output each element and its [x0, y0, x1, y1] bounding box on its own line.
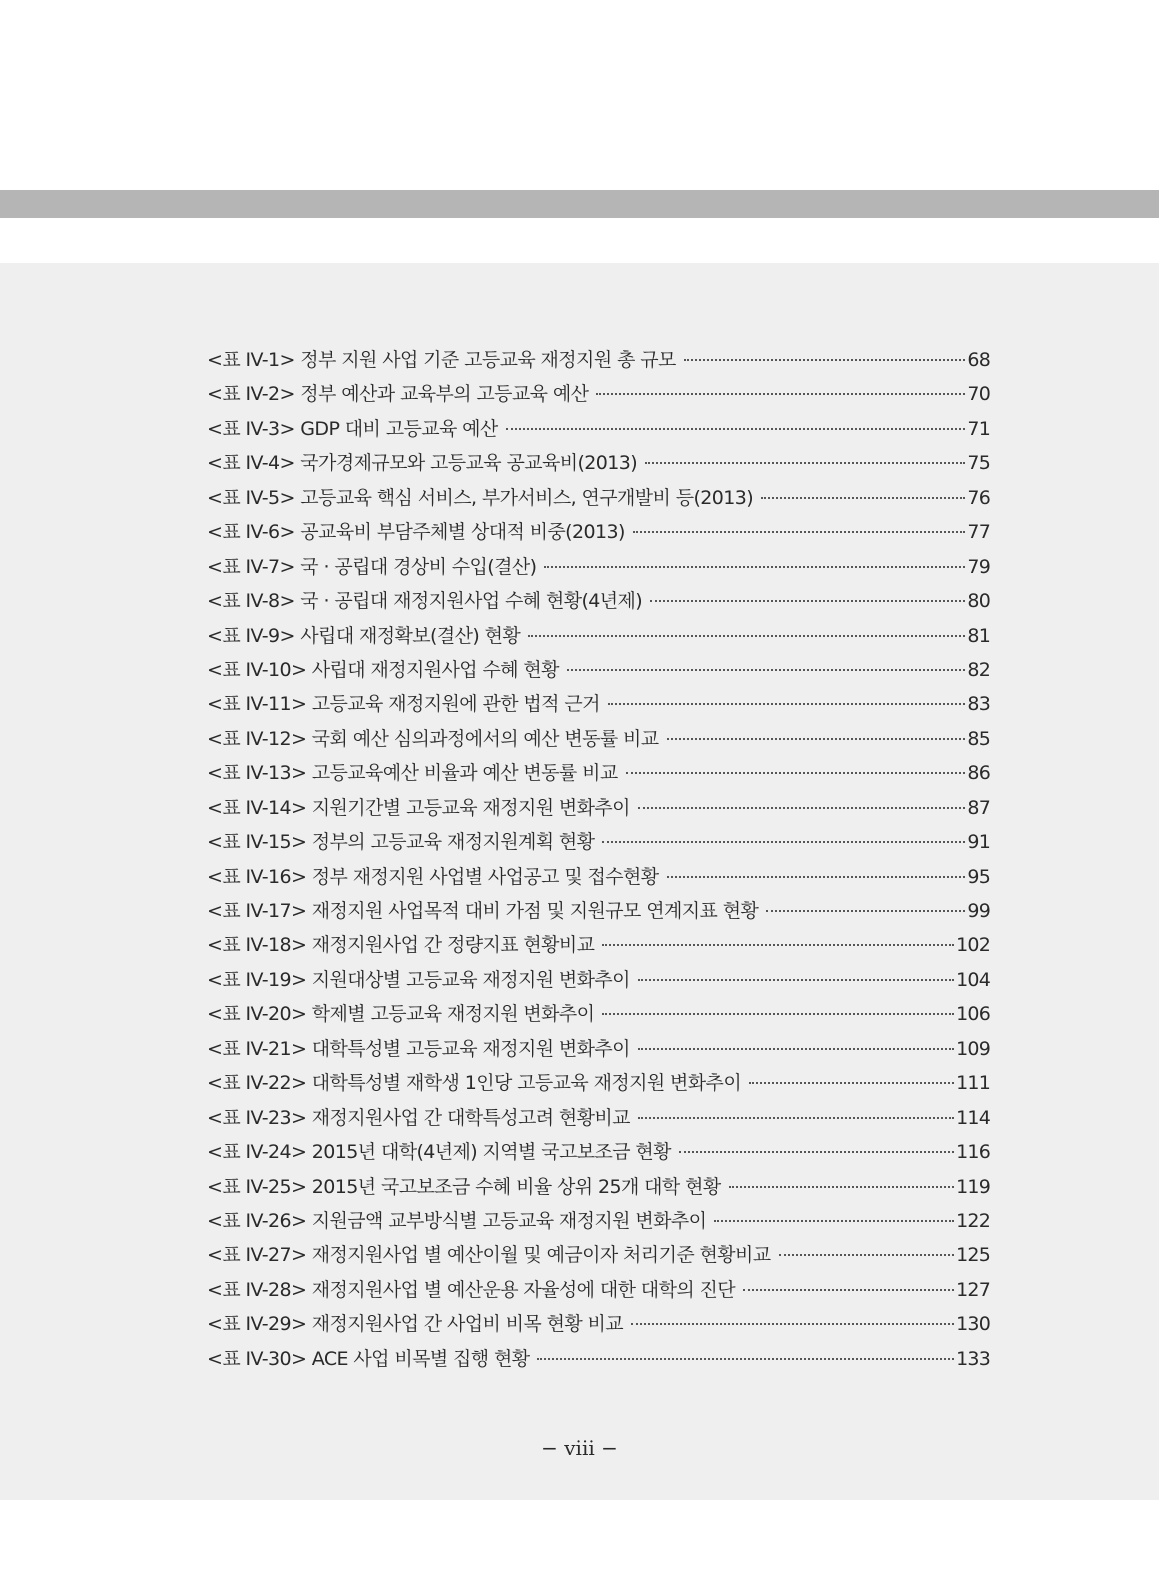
dot-leader: [506, 428, 966, 430]
toc-entry-title: <표 IV-21> 대학특성별 고등교육 재정지원 변화추이: [207, 1037, 630, 1060]
toc-entry[interactable]: [207, 1344, 990, 1378]
toc-entry-title: <표 IV-15> 정부의 고등교육 재정지원계획 현황: [207, 831, 595, 854]
toc-entry-title: <표 IV-18> 재정지원사업 간 정량지표 현황비교: [207, 934, 595, 957]
toc-entry[interactable]: [207, 1275, 990, 1309]
toc-entry-page: 122: [956, 1209, 990, 1232]
toc-entry-title: <표 IV-20> 학제별 고등교육 재정지원 변화추이: [207, 1003, 595, 1026]
dot-leader: [667, 876, 966, 878]
toc-entry-page: 82: [967, 658, 990, 681]
dot-leader: [645, 462, 965, 464]
toc-entry-page: 102: [956, 934, 990, 957]
toc-entry-page: 75: [967, 452, 990, 475]
toc-entry-page: 111: [956, 1072, 990, 1095]
toc-entry-page: 116: [956, 1141, 990, 1164]
toc-entry-title: <표 IV-8> 국 · 공립대 재정지원사업 수혜 현황(4년제): [207, 590, 643, 613]
toc-entry-title: <표 IV-19> 지원대상별 고등교육 재정지원 변화추이: [207, 968, 630, 991]
dot-leader: [766, 910, 965, 912]
toc-entry-page: 81: [967, 624, 990, 647]
toc-entry-title: <표 IV-22> 대학특성별 재학생 1인당 고등교육 재정지원 변화추이: [207, 1072, 742, 1095]
toc-entry-page: 133: [956, 1347, 990, 1370]
toc-entry-page: 80: [967, 590, 990, 613]
toc-entry-title: <표 IV-13> 고등교육예산 비율과 예산 변동률 비교: [207, 762, 618, 785]
page-number: − viii −: [541, 1436, 618, 1460]
toc-entry-title: <표 IV-12> 국회 예산 심의과정에서의 예산 변동률 비교: [207, 727, 659, 750]
toc-entry-title: <표 IV-11> 고등교육 재정지원에 관한 법적 근거: [207, 693, 600, 716]
toc-entry[interactable]: [207, 1034, 990, 1068]
dot-leader: [638, 1117, 954, 1119]
toc-entry-page: 91: [967, 831, 990, 854]
toc-entry-page: 109: [956, 1037, 990, 1060]
toc-entry-title: <표 IV-17> 재정지원 사업목적 대비 가점 및 지원규모 연계지표 현황: [207, 900, 759, 922]
toc-entry-title: <표 IV-25> 2015년 국고보조금 수혜 비율 상위 25개 대학 현황: [207, 1175, 721, 1198]
dot-leader: [729, 1186, 955, 1188]
dot-leader: [602, 944, 954, 946]
toc-entry-page: 68: [967, 349, 990, 371]
toc-entry[interactable]: [207, 827, 990, 861]
dot-leader: [743, 1289, 954, 1291]
dot-leader: [749, 1082, 954, 1084]
dot-leader: [602, 1013, 954, 1015]
toc-entry[interactable]: [207, 1240, 990, 1274]
toc-entry[interactable]: [207, 552, 990, 586]
toc-entry-title: <표 IV-1> 정부 지원 사업 기준 고등교육 재정지원 총 규모: [207, 349, 676, 371]
toc-entry-page: 95: [967, 865, 990, 888]
toc-entry-title: <표 IV-2> 정부 예산과 교육부의 고등교육 예산: [207, 383, 589, 406]
dot-leader: [608, 703, 966, 705]
toc-entry[interactable]: [207, 965, 990, 999]
toc-entry[interactable]: [207, 517, 990, 551]
dot-leader: [537, 1358, 954, 1360]
toc-entry[interactable]: [207, 621, 990, 655]
toc-entry[interactable]: [207, 379, 990, 413]
dot-leader: [638, 979, 954, 981]
toc-entry[interactable]: [207, 689, 990, 723]
toc-entry-title: <표 IV-10> 사립대 재정지원사업 수혜 현황: [207, 658, 559, 681]
toc-entry-page: 114: [956, 1106, 990, 1129]
dot-leader: [602, 841, 965, 843]
toc-entry[interactable]: [207, 483, 990, 517]
toc-entry[interactable]: [207, 999, 990, 1033]
toc-entry[interactable]: [207, 930, 990, 964]
toc-entry-title: <표 IV-3> GDP 대비 고등교육 예산: [207, 417, 498, 440]
toc-entry[interactable]: [207, 414, 990, 448]
toc-entry-title: <표 IV-26> 지원금액 교부방식별 고등교육 재정지원 변화추이: [207, 1209, 707, 1232]
dot-leader: [714, 1220, 954, 1222]
toc-entry-page: 86: [967, 762, 990, 785]
toc-entry[interactable]: [207, 724, 990, 758]
toc-entry[interactable]: [207, 1172, 990, 1206]
toc-entry[interactable]: [207, 862, 990, 896]
toc-entry-page: 70: [967, 383, 990, 406]
toc-entry-page: 127: [956, 1278, 990, 1301]
toc-entry-title: <표 IV-7> 국 · 공립대 경상비 수입(결산): [207, 555, 537, 578]
toc-entry-title: <표 IV-6> 공교육비 부담주체별 상대적 비중(2013): [207, 521, 625, 544]
dot-leader: [567, 669, 966, 671]
toc-entry[interactable]: [207, 1103, 990, 1137]
toc-entry-title: <표 IV-27> 재정지원사업 별 예산이월 및 예금이자 처리기준 현황비교: [207, 1244, 771, 1267]
toc-entry[interactable]: [207, 1068, 990, 1102]
dot-leader: [596, 393, 965, 395]
toc-entry-page: 85: [967, 727, 990, 750]
toc-entry-title: <표 IV-14> 지원기간별 고등교육 재정지원 변화추이: [207, 796, 630, 819]
toc-entry-title: <표 IV-24> 2015년 대학(4년제) 지역별 국고보조금 현황: [207, 1141, 671, 1164]
toc-entry-title: <표 IV-9> 사립대 재정확보(결산) 현황: [207, 624, 521, 647]
dot-leader: [638, 807, 965, 809]
toc-entry[interactable]: [207, 655, 990, 689]
toc-entry-title: <표 IV-5> 고등교육 핵심 서비스, 부가서비스, 연구개발비 등(2013): [207, 486, 754, 509]
toc-entry[interactable]: [207, 586, 990, 620]
toc-entry-title: <표 IV-30> ACE 사업 비목별 집행 현황: [207, 1347, 530, 1370]
toc-entry-page: 106: [956, 1003, 990, 1026]
dot-leader: [638, 1048, 954, 1050]
toc-entry[interactable]: [207, 448, 990, 482]
toc-entry-title: <표 IV-23> 재정지원사업 간 대학특성고려 현황비교: [207, 1106, 630, 1129]
toc-entry-page: 76: [967, 486, 990, 509]
table-of-contents: [207, 345, 990, 1378]
toc-entry[interactable]: [207, 1309, 990, 1343]
dot-leader: [544, 566, 965, 568]
toc-entry[interactable]: [207, 1206, 990, 1240]
toc-entry-page: 71: [967, 417, 990, 440]
toc-entry-page: 104: [956, 968, 990, 991]
toc-entry-page: 130: [956, 1313, 990, 1336]
toc-entry-page: 87: [967, 796, 990, 819]
toc-entry[interactable]: [207, 1137, 990, 1171]
dot-leader: [626, 772, 966, 774]
dot-leader: [667, 738, 966, 740]
dot-leader: [684, 359, 966, 361]
dot-leader: [528, 635, 965, 637]
dot-leader: [761, 497, 965, 499]
dot-leader: [631, 1323, 954, 1325]
toc-entry-page: 77: [967, 521, 990, 544]
toc-entry[interactable]: [207, 758, 990, 792]
dot-leader: [650, 600, 965, 602]
toc-entry-title: <표 IV-4> 국가경제규모와 고등교육 공교육비(2013): [207, 452, 638, 475]
toc-entry-title: <표 IV-29> 재정지원사업 간 사업비 비목 현황 비교: [207, 1313, 624, 1336]
toc-entry-page: 99: [967, 900, 990, 922]
toc-entry-page: 79: [967, 555, 990, 578]
toc-entry[interactable]: [207, 345, 990, 379]
toc-entry-title: <표 IV-16> 정부 재정지원 사업별 사업공고 및 접수현황: [207, 865, 659, 888]
toc-entry-page: 125: [956, 1244, 990, 1267]
toc-entry[interactable]: [207, 896, 990, 930]
dot-leader: [779, 1254, 955, 1256]
toc-entry-page: 119: [956, 1175, 990, 1198]
toc-entry-title: <표 IV-28> 재정지원사업 별 예산운용 자율성에 대한 대학의 진단: [207, 1278, 736, 1301]
header-band: [0, 190, 1159, 218]
toc-entry-page: 83: [967, 693, 990, 716]
dot-leader: [679, 1151, 954, 1153]
toc-entry[interactable]: [207, 793, 990, 827]
dot-leader: [633, 531, 966, 533]
